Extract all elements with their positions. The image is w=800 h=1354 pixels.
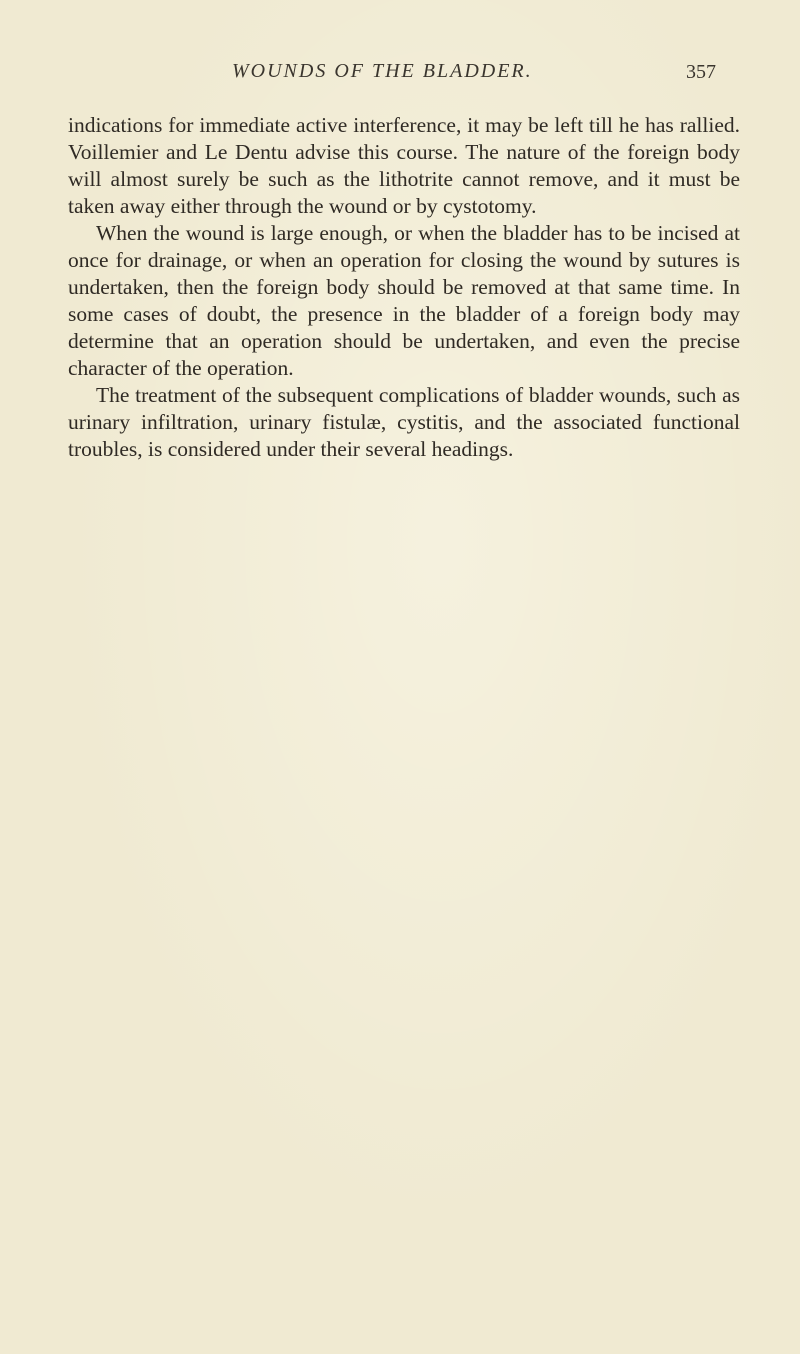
paragraph-treatment: The treatment of the subsequent complications of bladder wounds, such as urinary infiltration, urinary fistulæ, cystitis, and the associated functional troubles, is considered under their several headings. xyxy=(68,383,740,461)
page-number: 357 xyxy=(686,61,716,83)
paragraph-wound-large: When the wound is large enough, or when the bladder has to be incised at once for drainage, or when an operation for closing the wound by sutures is undertaken, then the foreign body should be removed at that same time. In some cases of doubt, the presence in the bladder of a foreign body may determine that an operation should be undertaken, and even the precise character of the operation. xyxy=(68,221,740,380)
paragraph-continuation: indications for immediate active interference, it may be left till he has rallied. Voillemier and Le Dentu advise this course. The nature of the foreign body will almost surely be such as the lithotrite cannot remove, and it must be taken away either through the wound or by cystotomy. xyxy=(68,113,740,218)
running-title: WOUNDS OF THE BLADDER. xyxy=(232,60,533,82)
body-text xyxy=(68,112,740,463)
